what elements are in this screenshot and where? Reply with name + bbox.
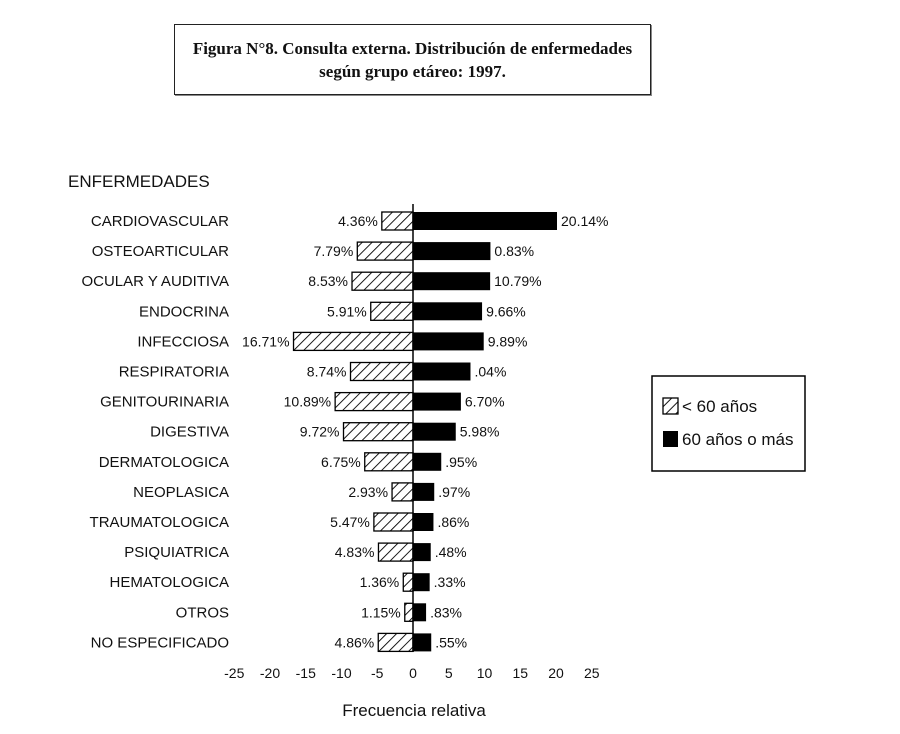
value-label-under-60: 2.93%: [348, 483, 389, 500]
bar-60-plus: [413, 302, 482, 320]
value-label-60-plus: .04%: [474, 363, 507, 380]
bar-under-60: [392, 483, 413, 501]
value-label-60-plus: 9.66%: [486, 303, 526, 320]
value-label-under-60: 16.71%: [242, 333, 290, 350]
category-label: DIGESTIVA: [150, 423, 229, 441]
value-label-under-60: 8.74%: [306, 363, 347, 380]
bar-under-60: [357, 242, 413, 260]
x-tick-label: -10: [331, 665, 352, 681]
value-label-under-60: 1.15%: [361, 604, 401, 621]
x-axis-title: Frecuencia relativa: [342, 701, 486, 720]
value-label-60-plus: 0.83%: [494, 243, 535, 260]
category-label: DERMATOLOGICA: [98, 453, 229, 471]
bar-under-60: [365, 453, 413, 471]
legend-label-under-60: < 60 años: [682, 397, 758, 416]
x-tick-label: 0: [409, 665, 417, 681]
category-label: INFECCIOSA: [137, 333, 229, 351]
bar-under-60: [352, 272, 413, 290]
value-label-60-plus: 5.98%: [459, 423, 500, 440]
bar-under-60: [403, 573, 413, 591]
value-label-under-60: 4.83%: [334, 544, 375, 561]
bar-under-60: [335, 393, 413, 411]
category-label: OSTEOARTICULAR: [91, 243, 229, 261]
x-tick-label: 10: [476, 665, 493, 681]
legend: [652, 376, 805, 471]
value-label-under-60: 7.79%: [313, 243, 354, 260]
bar-under-60: [382, 212, 413, 230]
value-label-60-plus: 20.14%: [561, 213, 609, 229]
legend-box: [652, 376, 805, 471]
legend-label-60-plus: 60 años o más: [682, 430, 794, 449]
value-label-under-60: 8.53%: [308, 273, 349, 290]
bar-60-plus: [413, 423, 456, 441]
legend-swatch-hatched: [663, 398, 678, 414]
category-label: CARDIOVASCULAR: [90, 213, 229, 230]
x-tick-label: -25: [224, 665, 245, 681]
y-axis-title: ENFERMEDADES: [68, 172, 210, 191]
x-tick-label: 25: [583, 665, 600, 681]
category-label: NEOPLASICA: [133, 483, 229, 501]
value-label-60-plus: 10.79%: [494, 273, 542, 290]
x-tick-label: 20: [548, 665, 564, 681]
bar-60-plus: [413, 543, 431, 561]
category-label: NO ESPECIFICADO: [90, 634, 229, 652]
bar-under-60: [378, 543, 413, 561]
category-label: ENDOCRINA: [138, 303, 229, 321]
value-label-under-60: 1.36%: [359, 574, 400, 591]
bars-group: [81, 204, 608, 681]
value-label-60-plus: .95%: [445, 453, 478, 470]
bar-60-plus: [413, 573, 430, 591]
bar-under-60: [371, 302, 413, 320]
value-label-under-60: 5.47%: [330, 514, 370, 530]
bar-under-60: [374, 513, 413, 531]
category-label: PSIQUIATRICA: [124, 544, 229, 562]
bar-60-plus: [413, 603, 426, 621]
value-label-60-plus: 9.89%: [487, 333, 528, 350]
x-tick-label: -20: [259, 665, 281, 681]
legend-swatch-solid: [663, 431, 678, 447]
bar-60-plus: [413, 212, 557, 230]
bar-60-plus: [413, 483, 434, 501]
bar-60-plus: [413, 393, 461, 411]
bar-60-plus: [413, 633, 431, 651]
title-line-2: según grupo etáreo: 1997.: [319, 61, 506, 81]
bar-under-60: [351, 363, 413, 381]
value-label-under-60: 4.36%: [338, 213, 378, 229]
title-line-1: Figura N°8. Consulta externa. Distribución de enfermedades: [192, 38, 633, 58]
value-label-60-plus: .97%: [438, 483, 471, 500]
x-tick-label: -5: [371, 665, 384, 681]
bar-60-plus: [413, 453, 441, 471]
category-label: TRAUMATOLOGICA: [89, 514, 229, 531]
bar-60-plus: [413, 332, 484, 350]
bar-under-60: [378, 633, 413, 651]
value-label-under-60: 4.86%: [334, 634, 375, 651]
x-tick-label: 5: [444, 665, 453, 681]
bar-60-plus: [413, 513, 433, 531]
category-label: RESPIRATORIA: [118, 363, 229, 381]
category-label: HEMATOLOGICA: [109, 574, 229, 592]
value-label-60-plus: .33%: [433, 574, 466, 591]
value-label-60-plus: 6.70%: [464, 393, 505, 410]
value-label-under-60: 5.91%: [327, 303, 367, 320]
bar-60-plus: [413, 242, 490, 260]
value-label-60-plus: .48%: [434, 544, 467, 561]
x-tick-label: 15: [512, 665, 529, 681]
x-tick-label: -15: [295, 665, 316, 681]
category-label: OCULAR Y AUDITIVA: [81, 273, 229, 291]
bar-60-plus: [413, 363, 470, 381]
bar-under-60: [344, 423, 413, 441]
value-label-under-60: 6.75%: [321, 453, 361, 470]
value-label-60-plus: .86%: [437, 514, 470, 530]
value-label-60-plus: .83%: [430, 604, 463, 621]
value-label-under-60: 9.72%: [299, 423, 340, 440]
bar-under-60: [294, 332, 413, 350]
value-label-60-plus: .55%: [435, 634, 468, 651]
bar-under-60: [405, 603, 413, 621]
category-label: OTROS: [175, 604, 229, 622]
value-label-under-60: 10.89%: [283, 393, 332, 410]
bar-60-plus: [413, 272, 490, 290]
category-label: GENITOURINARIA: [100, 393, 229, 411]
